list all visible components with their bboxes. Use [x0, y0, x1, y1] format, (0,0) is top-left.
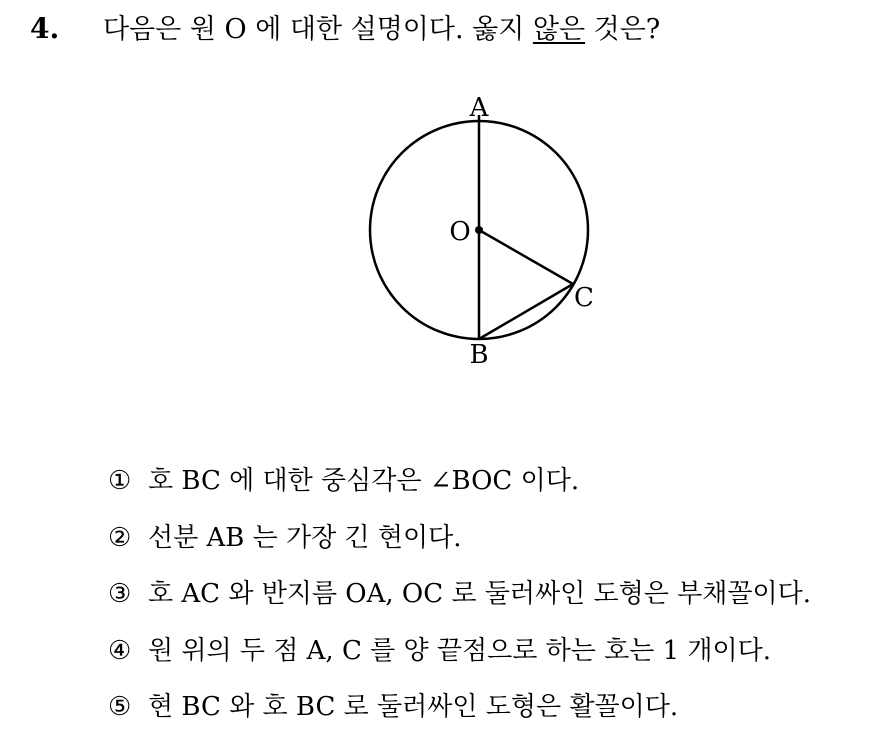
choice-5[interactable]	[108, 686, 811, 743]
choice-number: ②	[108, 522, 132, 553]
choice-text: 선분 AB 는 가장 긴 현이다.	[148, 522, 462, 553]
choice-4[interactable]	[108, 630, 811, 687]
radius-oc	[479, 230, 573, 284]
question-stem	[103, 13, 660, 47]
chord-bc	[479, 284, 573, 339]
choice-number: ③	[108, 579, 132, 609]
label-c: C	[574, 283, 594, 313]
answer-choices	[108, 460, 811, 743]
question-stem-text: 다음은 원 O 에 대한 설명이다. 옳지	[103, 14, 533, 45]
label-a: A	[469, 93, 489, 123]
question-number: 4.	[30, 12, 60, 45]
choice-2[interactable]	[108, 517, 811, 574]
choice-text: 호 AC 와 반지름 OA, OC 로 둘러싸인 도형은 부채꼴이다.	[148, 579, 811, 609]
choice-text: 호 BC 에 대한 중심각은 ∠BOC 이다.	[148, 466, 580, 496]
question-stem-emphasis: 않은	[532, 14, 586, 45]
choice-number: ④	[108, 635, 132, 666]
choice-text: 현 BC 와 호 BC 로 둘러싸인 도형은 활꼴이다.	[148, 692, 679, 722]
choice-text: 원 위의 두 점 A, C 를 양 끝점으로 하는 호는 1 개이다.	[148, 635, 772, 666]
circle-diagram	[340, 88, 620, 378]
circle-figure	[340, 88, 620, 378]
choice-number: ①	[108, 466, 132, 496]
choice-number: ⑤	[108, 692, 132, 722]
question-stem-ending: 것은?	[585, 14, 661, 45]
label-o: O	[449, 217, 471, 247]
label-b: B	[469, 340, 489, 370]
choice-3[interactable]	[108, 573, 811, 630]
choice-1[interactable]	[108, 460, 811, 517]
center-point-o	[475, 226, 483, 234]
